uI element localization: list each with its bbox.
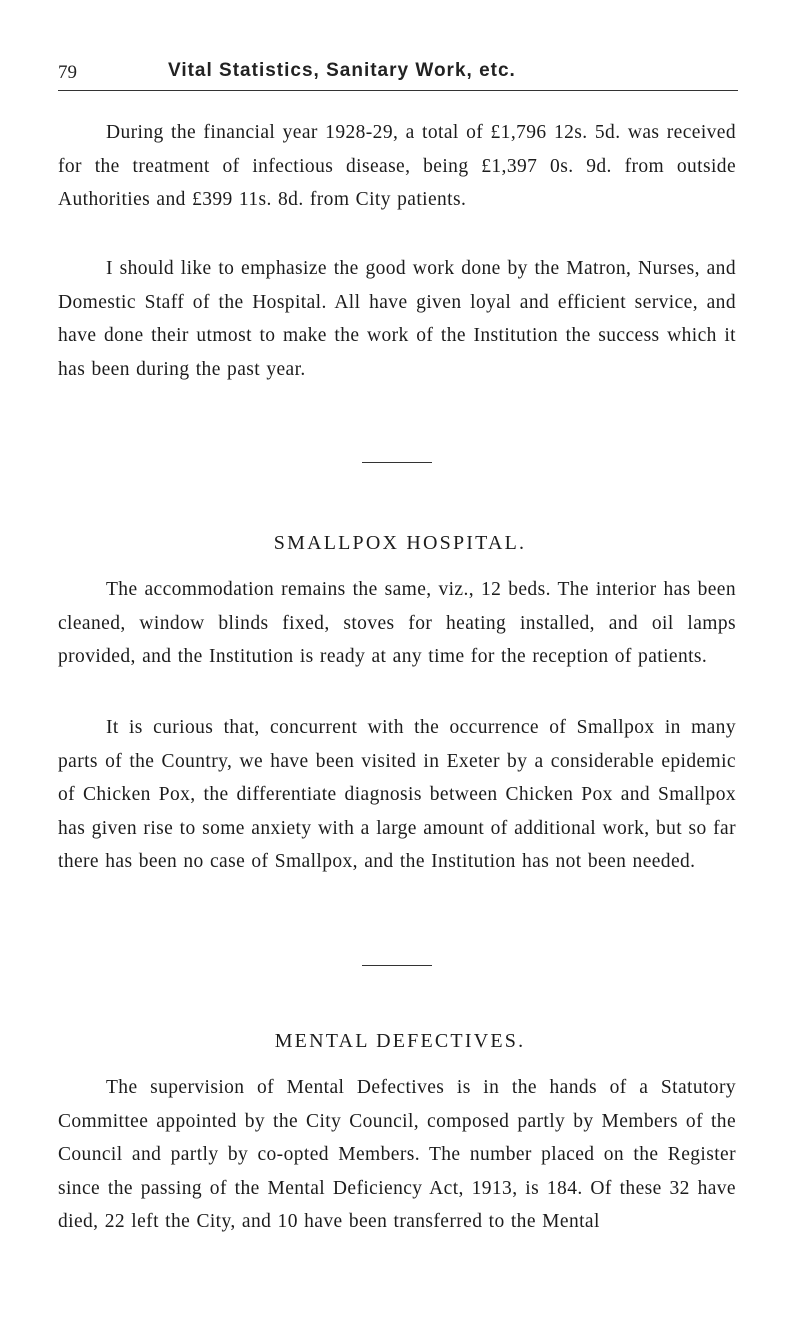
header-rule	[58, 90, 738, 91]
paragraph-hospital-staff: I should like to emphasize the good work done by the Matron, Nurses, and Domestic Staff of the Hospital. All have given loyal and efficient service, and have done their utmost to make the work of the Institution the success which it has been during the past year.	[58, 258, 736, 380]
paragraph-financial-year: During the financial year 1928-29, a total of £1,796 12s. 5d. was received for the treatment of infectious disease, being £1,397 0s. 9d. from outside Authorities and £399 11s. 8d. from City patients.	[58, 122, 736, 210]
page-number: 79	[58, 62, 77, 83]
heading-mental-defectives: MENTAL DEFECTIVES.	[274, 1030, 526, 1052]
section-divider	[362, 462, 432, 463]
heading-smallpox-hospital: SMALLPOX HOSPITAL.	[273, 532, 527, 554]
paragraph-chicken-pox: It is curious that, concurrent with the occurrence of Smallpox in many parts of the Country, we have been visited in Exeter by a considerable epidemic of Chicken Pox, the differentiate diagnosis between Chicken Pox and Smallpox has given rise to some anxiety with a large amount of additional work, but so far there has been no case of Smallpox, and the Institution has not been needed.	[58, 717, 736, 872]
page-header	[58, 58, 738, 92]
running-title: Vital Statistics, Sanitary Work, etc.	[168, 60, 516, 81]
section-divider	[362, 965, 432, 966]
paragraph-smallpox-accommodation: The accommodation remains the same, viz., 12 beds. The interior has been cleaned, window blinds fixed, stoves for heating installed, and oil lamps provided, and the Institution is ready at any time for the reception of patients.	[58, 579, 736, 667]
paragraph-mental-defectives: The supervision of Mental Defectives is in the hands of a Statutory Committee appointed by the City Council, composed partly by Members of the Council and partly by co-opted Members. The number placed on the Register since the passing of the Mental Deficiency Act, 1913, is 184. Of these 32 have died, 22 left the City, and 10 have been transferred to the Mental	[58, 1077, 736, 1232]
